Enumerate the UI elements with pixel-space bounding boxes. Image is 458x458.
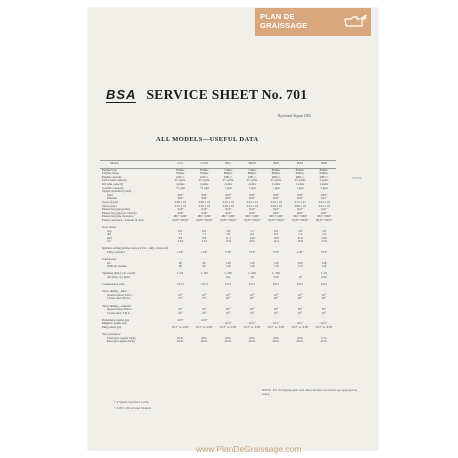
table-cell: .001"/.004" <box>245 214 260 219</box>
table-cell: 1.00" <box>296 250 304 255</box>
table-cell: 85mm. <box>295 167 305 172</box>
row-label: Plug points gap <box>102 324 122 329</box>
table-cell: 10.0 <box>321 235 327 240</box>
table-cell: 65° <box>249 307 255 312</box>
table-cell: 7/16" <box>248 250 256 255</box>
table-cell: 67mm. <box>175 167 185 172</box>
table-cell: 18 lb. <box>224 335 232 340</box>
table-cell: 7.1 <box>250 228 255 233</box>
table-cell: .015" to .018" <box>291 324 309 329</box>
oil-can-icon <box>343 14 367 28</box>
table-cell: 3.00 x 18 <box>174 199 187 204</box>
table-cell: 55° <box>178 307 183 312</box>
table-cell: 4.00 x 19 <box>294 203 306 208</box>
table-cell: 4 pints <box>319 181 329 186</box>
row-label: Closes after T.D.C. <box>107 310 131 315</box>
table-cell: 16.8 <box>297 239 303 244</box>
table-cell: .0035"/.0045" <box>219 217 237 222</box>
table-cell: .010" <box>200 210 208 215</box>
table-cell: .003" <box>248 192 256 197</box>
table-cell: 7.25:1 <box>200 282 209 287</box>
table-cell: 130 <box>321 264 327 269</box>
table-cell: 65° <box>297 307 303 312</box>
table-cell: 65° <box>226 296 231 301</box>
table-cell: 3.25 x 19 <box>270 199 282 204</box>
table-cell: 7.0 <box>226 232 231 237</box>
table-cell: 200 <box>297 260 303 265</box>
table-cell: 18 lb. <box>176 335 184 340</box>
table-cell: 150 <box>273 260 279 265</box>
table-cell: 65° <box>321 307 327 312</box>
table-cell: .003" <box>296 196 304 201</box>
table-cell: 82mm. <box>319 167 329 172</box>
table-cell: 65° <box>321 296 327 301</box>
table-cell: 71mm. <box>247 167 257 172</box>
row-label: Rear (per square inch) <box>107 339 135 344</box>
table-cell: .010" <box>224 210 232 215</box>
table-cell: .010" <box>176 210 184 215</box>
row-label: Opens before T.D.C. <box>107 292 133 297</box>
table-cell: .015" to .018" <box>315 324 333 329</box>
column-header: C15 <box>168 161 192 169</box>
table-cell: 5.8 <box>226 228 231 233</box>
row-label: Tyres (front) <box>102 199 118 204</box>
table-cell: 3½ galls. <box>246 178 258 183</box>
table-cell: .0025"/.0030" <box>171 217 189 222</box>
column-header: M20 <box>312 161 336 169</box>
table-cell: 10 <box>250 275 254 280</box>
row-label: Carburetter: <box>102 257 117 262</box>
table-cell: 6.0 <box>274 228 279 233</box>
table-cell: .010" <box>176 207 184 212</box>
table-cell: 15.8 <box>321 239 327 244</box>
table-cell: 85mm. <box>271 167 281 172</box>
sheet-header <box>106 86 366 104</box>
table-cell: 140 <box>225 264 231 269</box>
table-cell: .001"/.004" <box>316 214 332 219</box>
table-cell: 3.50 x 19 <box>270 203 282 208</box>
table-cell: 3.25 x 19 <box>318 199 330 204</box>
table-cell: .010" <box>248 207 256 212</box>
table-cell: 25° <box>178 292 183 297</box>
table-cell: .001"/.004" <box>197 214 212 219</box>
table-cell: 25° <box>226 292 231 297</box>
table-cell: 25° <box>202 292 207 297</box>
table-cell: 6.5:1 <box>225 282 232 287</box>
table-cell: 8.3 <box>274 232 279 237</box>
table-cell: .012" <box>272 321 280 326</box>
row-label: Petrol tank capacity <box>102 178 127 183</box>
table-cell: 4.9:1 <box>320 282 328 287</box>
table-cell: 1 pint <box>296 185 304 190</box>
table-cell: 25° <box>249 310 255 315</box>
footnote-2: † 3.00 x 20 on later models <box>114 406 152 410</box>
row-label: Front (per square inch) <box>107 335 136 340</box>
row-label: Jet <box>107 260 111 265</box>
table-cell: 1 pint <box>272 185 280 190</box>
table-cell: .003" <box>224 196 232 201</box>
row-label: Engine bore <box>102 167 118 172</box>
table-cell: L.100 <box>272 271 280 276</box>
table-cell: .012" <box>320 321 328 326</box>
table-cell: 4 pints <box>247 181 257 186</box>
table-cell: .010" <box>320 207 328 212</box>
table-cell: 249c.c. <box>175 174 185 179</box>
table-cell: .0035"/.0045" <box>267 217 285 222</box>
table-cell: 7/16" <box>272 250 280 255</box>
table-cell: 90mm. <box>295 171 305 176</box>
table-cell: .015" <box>200 317 208 322</box>
table-cell: .015" to .018" <box>267 324 285 329</box>
column-header: B31 <box>216 161 240 169</box>
table-cell: 65° <box>273 296 279 301</box>
row-label: Piston ring gap (oil control) <box>102 210 137 215</box>
row-label: Valve timing—inlet: <box>102 289 128 294</box>
table-cell: 25° <box>202 310 207 315</box>
table-cell: 25° <box>249 292 255 297</box>
table-cell: .004" <box>176 196 184 201</box>
table-cell: .010" <box>200 207 208 212</box>
table-cell: 15.9 <box>225 239 231 244</box>
table-cell: .0035"/.0045" <box>291 217 309 222</box>
row-label: Exhaust <box>107 196 117 201</box>
table-cell: 3.50 x 18 <box>198 203 211 208</box>
table-cell: 2.75 x 21 <box>294 199 306 204</box>
table-cell: 14.3 <box>201 239 207 244</box>
table-cell: 20 lb. <box>272 339 280 344</box>
table-cell: 14.0 <box>249 235 255 240</box>
table-cell: 3½ galls. <box>294 178 306 183</box>
row-label: Sparking plug (1 in. reach) <box>102 271 136 276</box>
table-cell: L.100 <box>224 271 232 276</box>
column-header: C15T <box>192 161 216 169</box>
table-cell: 25° <box>297 310 303 315</box>
table-cell: 9.8 <box>202 235 207 240</box>
row-label: Piston ring side clearance <box>102 214 134 219</box>
table-cell: 6.5:1 <box>248 282 256 287</box>
table-cell: 9/10 <box>321 275 327 280</box>
column-header: B32S <box>240 161 264 169</box>
table-cell: 3.25 x 18 <box>174 203 187 208</box>
table-cell: 7.25:1 <box>176 282 185 287</box>
row-label: Oil tank capacity <box>102 181 124 186</box>
table-cell: .010" <box>320 210 328 215</box>
table-cell: .010" <box>248 210 256 215</box>
table-cell: 20 lb. <box>176 339 184 344</box>
table-cell: 140 <box>225 260 231 265</box>
table-cell: 88mm. <box>223 171 233 176</box>
table-cell: 25° <box>273 292 279 297</box>
table-cell: 65° <box>297 296 303 301</box>
table-cell: .001"/.004" <box>173 214 188 219</box>
table-cell: .004" <box>176 192 184 197</box>
table-cell: 170 <box>273 264 279 269</box>
table-cell: 1 pint <box>320 185 328 190</box>
row-label: Ignition setting (inches before T.D.C. fully advanced) <box>102 246 169 251</box>
table-cell: 25° <box>297 292 303 297</box>
table-cell: 348c.c. <box>247 174 257 179</box>
table-cell: .003" <box>248 196 256 201</box>
column-header: B33 <box>264 161 288 169</box>
sheet-subtitle: ALL MODELS—USEFUL DATA <box>156 136 259 143</box>
table-row <box>100 340 336 344</box>
table-cell: .004" <box>200 192 208 197</box>
table-header-row <box>100 161 336 169</box>
table-cell: 18 lb. <box>248 335 256 340</box>
table-cell: 70mm. <box>199 171 209 176</box>
table-cell: 20 lb. <box>296 339 304 344</box>
table-cell: .015" to .018" <box>219 324 237 329</box>
table-cell: .010" <box>272 207 280 212</box>
table-cell: 140 <box>249 264 255 269</box>
row-label: Engine stroke <box>102 171 120 176</box>
row-label: Tappet clearance (cold): <box>102 189 132 194</box>
table-cell: 1 pint <box>248 185 256 190</box>
table-cell: .012" <box>320 196 328 201</box>
table-cell: 3.25 x 19 <box>246 203 258 208</box>
table-cell: 1.00" <box>176 250 184 255</box>
footnote-1: * 4 Speed Gearbox 1 pint <box>114 400 149 404</box>
table-cell: 496c.c. <box>319 174 329 179</box>
table-cell: 4 pints <box>200 181 209 186</box>
brand-logo[interactable] <box>255 8 371 36</box>
table-cell: .003" <box>272 192 280 197</box>
row-label: Compression ratio <box>102 282 125 287</box>
table-cell: 18 lb. <box>272 335 280 340</box>
row-label: Tyres (rear) <box>102 203 117 208</box>
table-cell: .003" <box>224 192 232 197</box>
row-label: Distributor points gap <box>102 317 130 322</box>
table-cell: 9.2 <box>250 232 255 237</box>
table-cell: 90 <box>178 264 182 269</box>
table-cell: 75° <box>178 296 183 301</box>
table-cell: 71mm. <box>223 167 233 172</box>
table-cell: 150 <box>249 260 255 265</box>
row-label: Inlet <box>107 192 113 197</box>
table-cell: L.100 <box>248 271 256 276</box>
table-body <box>100 168 336 344</box>
table-cell: .010" <box>272 210 280 215</box>
table-cell: 75° <box>202 296 207 301</box>
table-cell: .004" <box>200 196 208 201</box>
table-cell: 5.8 <box>298 228 302 233</box>
table-cell: 67mm. <box>199 167 209 172</box>
row-label: Opens before B.D.C. <box>107 307 134 312</box>
table-cell: .001"/.004" <box>292 214 308 219</box>
table-cell: 90 <box>202 264 206 269</box>
table-cell: 499c.c. <box>295 174 305 179</box>
table-cell: 22 lb. <box>320 339 328 344</box>
table-cell: 3½ galls. <box>222 178 234 183</box>
row-label: Valve timing—exhaust: <box>102 303 132 308</box>
table-cell: 17 lb. <box>320 335 328 340</box>
table-cell: 9/10 <box>273 275 279 280</box>
service-sheet-page <box>88 8 378 450</box>
column-header: B34 <box>288 161 312 169</box>
note-text: NOTE. For Swinging Arm and other models not listed see appropriate notes. <box>262 388 358 396</box>
table-cell: .003" <box>272 196 280 201</box>
table-cell: 3 galls. <box>319 178 329 183</box>
table-cell: .015" to .018" <box>243 324 261 329</box>
reprint-date: Reprinted August 1962 <box>278 114 312 118</box>
table-cell: 5.9 <box>322 228 326 233</box>
row-label: All alloy cyl. head <box>107 275 130 280</box>
table-cell: 25° <box>321 310 327 315</box>
table-cell: .010" <box>320 192 328 197</box>
brand-line-1: PLAN DE <box>260 12 295 21</box>
table-cell: .010" <box>296 210 304 215</box>
table-cell: 90 <box>178 260 182 265</box>
table-cell: 20 lb. <box>248 339 256 344</box>
table-cell: .001"/.004" <box>268 214 284 219</box>
row-label: Top <box>107 228 112 233</box>
table-cell: .0035"/.0045" <box>243 217 261 222</box>
table-cell: 65° <box>273 307 279 312</box>
row-label: Closes after B.D.C. <box>107 296 132 301</box>
table-cell: 6.8:1 <box>296 282 304 287</box>
row-label: Piston clearance—bottom of skirt <box>102 217 144 222</box>
row-label: Gear ratios: <box>102 225 117 229</box>
table-cell: 25° <box>273 310 279 315</box>
brand-line-2: GRAISSAGE <box>260 21 308 30</box>
table-cell: 20.5 <box>249 239 255 244</box>
table-cell: .0025"/.0030" <box>195 217 213 222</box>
table-cell: .015" <box>176 317 184 322</box>
table-cell: 6.8:1 <box>272 282 280 287</box>
table-cell: 7/16" <box>320 250 328 255</box>
table-cell: 94mm. <box>319 171 329 176</box>
table-cell: 3.25 x 21 <box>246 199 258 204</box>
table-cell: 18 lb. <box>296 335 304 340</box>
row-label: With air cleaner <box>107 264 127 269</box>
table-cell: 7.7 <box>202 232 207 237</box>
row-label: 3rd <box>107 232 112 237</box>
bsa-logo: BSA <box>106 87 137 102</box>
table-cell: *¾ pint <box>199 185 209 190</box>
table-cell: 70mm. <box>175 171 185 176</box>
table-cell: 9A <box>226 275 231 280</box>
sheet-title: SERVICE SHEET No. 701 <box>146 87 308 102</box>
row-label: Piston ring gap (plain) <box>102 207 130 212</box>
table-cell: 3.00 x 19 <box>198 199 211 204</box>
table-cell: 249c.c. <box>199 174 209 179</box>
row-label: Tyre pressures: <box>102 332 121 337</box>
table-cell: 20 lb. <box>200 339 208 344</box>
table-cell: 25° <box>321 292 327 297</box>
table-cell: 88mm. <box>247 171 257 176</box>
table-cell: .012" <box>224 321 232 326</box>
table-cell: *¾ pint <box>175 185 185 190</box>
table-cell: 3½ galls. <box>174 178 186 183</box>
table-cell: .003" <box>296 192 304 197</box>
row-label: Magneto points gap <box>102 321 127 326</box>
table-cell: 18 lb. <box>200 335 208 340</box>
table-cell: L.105 <box>200 271 208 276</box>
table-cell: .010" <box>224 207 232 212</box>
table-cell: 10.0 <box>273 235 279 240</box>
table-cell: 3.25 x 19 <box>318 203 330 208</box>
table-cell: 11.8 <box>297 235 303 240</box>
table-cell: .015" to .018" <box>171 324 189 329</box>
table-cell: 1 pint <box>224 185 232 190</box>
table-cell: .0045"/.0055" <box>315 217 333 222</box>
table-cell: 499c.c. <box>271 174 281 179</box>
row-label: Gearbox capacity <box>102 185 124 190</box>
table-cell: 20 lb. <box>224 339 232 344</box>
table-cell: 14.3 <box>177 239 183 244</box>
table-cell: 7/16" <box>224 250 232 255</box>
table-cell: 4 pints <box>176 181 185 186</box>
table-cell: 3½ galls. <box>270 178 282 183</box>
table-cell: 3.25 x 19 <box>222 199 234 204</box>
table-cell: 170 <box>297 264 303 269</box>
table-cell: 90 <box>202 260 206 265</box>
column-header-model: Model <box>100 161 168 169</box>
table-cell: L.10 <box>177 271 184 276</box>
table-cell: 348c.c. <box>223 174 233 179</box>
table-cell: 25° <box>178 310 183 315</box>
table-cell: 11.1 <box>225 235 231 240</box>
table-cell: 9.8 <box>178 235 183 240</box>
table-cell: 6.0 <box>202 228 207 233</box>
table-cell: 1.00" <box>200 250 208 255</box>
table-cell: 10 <box>298 275 302 280</box>
table-cell: 2½ galls. <box>198 178 210 183</box>
table-cell: .015" to .018" <box>195 324 213 329</box>
table-cell: 14.2 <box>273 239 279 244</box>
table-cell: 7.6 <box>322 232 326 237</box>
table-cell: 120 <box>321 260 327 265</box>
row-label: 2nd <box>107 235 112 240</box>
row-label: 1st <box>107 239 111 244</box>
table-cell: .010" <box>296 207 304 212</box>
row-label: Engine capacity <box>102 174 122 179</box>
table-cell: 4 pints <box>271 181 281 186</box>
footer-url[interactable]: www.PlanDeGraissage.com <box>196 444 302 454</box>
table-cell: 6.0 <box>178 228 183 233</box>
table-cell: 7.7 <box>178 232 183 237</box>
table-cell: 4 pints <box>224 181 233 186</box>
table-cell: .012" <box>248 321 256 326</box>
table-cell: 7.4 <box>298 232 302 237</box>
table-cell: 25° <box>226 310 231 315</box>
table-cell: 88mm. <box>271 171 281 176</box>
table-cell: 4 pints <box>295 181 305 186</box>
table-cell: .001"/.004" <box>221 214 236 219</box>
useful-data-table <box>100 160 336 344</box>
table-cell: 65° <box>249 296 255 301</box>
table-cell: 3.50 x 19 <box>222 203 234 208</box>
table-cell: .012" <box>296 321 304 326</box>
table-cell: 55° <box>202 307 207 312</box>
row-label: Fully retarded <box>107 250 125 255</box>
margin-mark: 701/61 <box>352 176 362 180</box>
table-cell: L.10 <box>321 271 327 276</box>
table-cell: 65° <box>226 307 231 312</box>
